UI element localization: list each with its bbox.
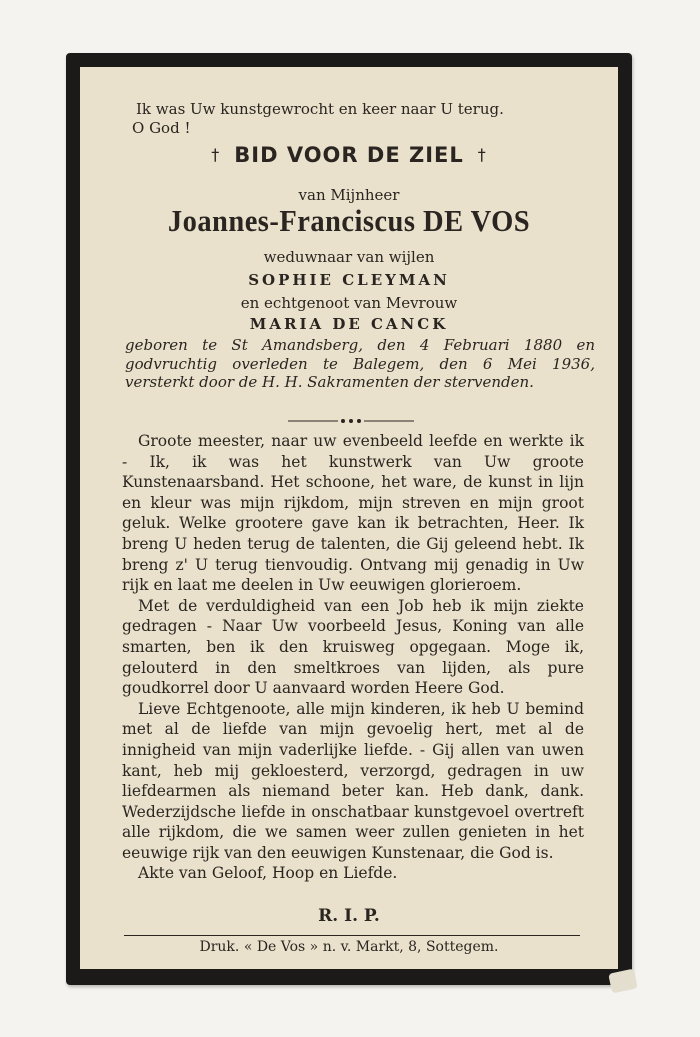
printer-line: Druk. « De Vos » n. v. Markt, 8, Sottegem. <box>199 939 499 955</box>
second-wife-name: MARIA DE CANCK <box>249 315 449 333</box>
first-wife-name: SOPHIE CLEYMAN <box>248 271 450 289</box>
widower-of: weduwnaar van wijlen <box>263 248 435 266</box>
card-paper <box>80 67 618 969</box>
paragraph-acts: Akte van Geloof, Hoop en Liefde. <box>138 864 398 883</box>
motto-line-2: O God ! <box>132 119 191 137</box>
memorial-text <box>122 431 584 884</box>
van-mijnheer: van Mijnheer <box>298 186 400 204</box>
birth-death-details: geboren te St Amandsberg, den 4 Februari 1880 en godvruchtig overleden te Balegem, den 6 Mei 1936, versterkt door de H. H. Sakramenten der stervenden. <box>125 336 595 391</box>
paragraph-farewell-art: Groote meester, naar uw evenbeeld leefde en werkte ik - Ik, ik was het kunstwerk van Uw groote Kunstenaarsband. Het schoone, het ware, de kunst in lijn en kleur was mijn rijkdom, mijn streven en mijn groot geluk. Welke grootere gave kan ik betrachten, Heer. Ik breng U heden terug de talenten, die Gij geleend hebt. Ik breng z' U terug tienvoudig. Ontvang mij genadig in Uw rijk en laat me deelen in Uw eeuwigen glorieroem. <box>122 432 584 595</box>
cross-icon-left: † <box>211 145 221 164</box>
prayer-heading-text: BID VOOR DE ZIEL <box>234 143 464 167</box>
deceased-name: Joannes-Franciscus DE VOS <box>167 203 531 238</box>
memorial-card <box>66 53 632 985</box>
rip-label: R. I. P. <box>318 906 380 926</box>
footer-divider <box>124 935 580 936</box>
prayer-heading <box>80 143 618 167</box>
motto-line-1: Ik was Uw kunstgewrocht en keer naar U terug. <box>136 100 504 118</box>
cross-icon-right: † <box>477 145 487 164</box>
ornament-divider <box>288 418 414 424</box>
worn-corner <box>608 969 638 994</box>
paragraph-suffering: Met de verduldigheid van een Job heb ik mijn ziekte gedragen - Naar Uw voorbeeld Jesus, Koning van alle smarten, ben ik den kruisweg opgegaan. Moge ik, gelouterd in den smeltkroes van lijden, als pure goudkorrel door U aanvaard worden Heere God. <box>122 596 584 698</box>
spouse-of: en echtgenoot van Mevrouw <box>240 294 458 312</box>
paragraph-family: Lieve Echtgenoote, alle mijn kinderen, ik heb U bemind met al de liefde van mijn gevoelig hert, met al de innigheid van mijn vaderlijke liefde. - Gij allen van uwen kant, heb mij gekloesterd, verzorgd, gedragen in uw liefdearmen als niemand beter kan. Heb dank, dank. Wederzijdsche liefde in onschatbaar kunstgevoel overtreft alle rijkdom, die we samen weer zullen genieten in het eeuwige rijk van den eeuwigen Kunstenaar, die God is. <box>122 699 584 862</box>
